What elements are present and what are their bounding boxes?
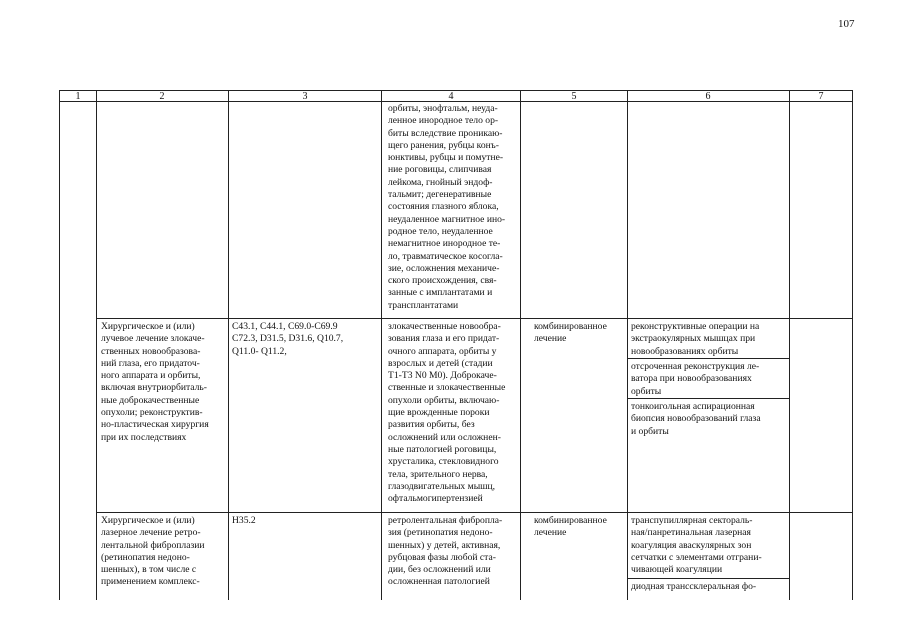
col-divider bbox=[627, 90, 628, 600]
text-line: H35.2 bbox=[232, 515, 256, 526]
text-line: C72.3, D31.5, D31.6, Q10.7, bbox=[232, 333, 344, 345]
text-line: ного аппарата и орбиты, bbox=[101, 370, 201, 382]
text-line: ний глаза, его придаточ- bbox=[101, 357, 200, 369]
text-line: немагнитное инородное те- bbox=[388, 238, 501, 250]
text-line: биопсия новообразований глаза bbox=[631, 413, 761, 425]
tumors-col2-text bbox=[101, 321, 209, 444]
text-line: лейкома, гнойный эндоф- bbox=[388, 176, 493, 188]
text-line: тальмит; дегенеративные bbox=[388, 189, 492, 201]
text-line: лазерное лечение ретро- bbox=[101, 527, 201, 539]
text-line: злокачественные новообра- bbox=[388, 321, 501, 332]
tumors-method-1 bbox=[631, 321, 759, 358]
text-line: сетчатки с элементами отграни- bbox=[631, 551, 762, 563]
text-line: реконструктивные операции на bbox=[631, 321, 760, 332]
col-divider bbox=[96, 90, 97, 600]
rop-col4-text bbox=[388, 515, 502, 589]
text-line: опухоли орбиты, включаю- bbox=[388, 394, 500, 406]
text-line: хрусталика, стекловидного bbox=[388, 456, 499, 468]
text-line: и орбиты bbox=[631, 425, 669, 437]
text-line: но-пластическая хирургия bbox=[101, 419, 209, 431]
text-line: ленное инородное тело ор- bbox=[388, 115, 499, 127]
col-divider bbox=[381, 90, 382, 600]
text-line: занные с имплантатами и bbox=[388, 287, 493, 299]
rop-col2-text bbox=[101, 515, 205, 589]
tumors-col5-text bbox=[534, 321, 607, 346]
text-line: ватора при новообразованиях bbox=[631, 373, 752, 385]
text-line: родное тело, неудаленное bbox=[388, 225, 493, 237]
text-line: орбиты bbox=[631, 385, 662, 397]
text-line: зования глаза и его придат- bbox=[388, 333, 500, 345]
col-header-7: 7 bbox=[818, 91, 824, 102]
col-divider bbox=[789, 90, 790, 600]
text-line: ретролентальная фиброплa- bbox=[388, 515, 503, 526]
col-header-4: 4 bbox=[448, 91, 454, 102]
text-line: лечение bbox=[534, 333, 567, 345]
text-line: состояния глазного яблока, bbox=[388, 201, 499, 213]
text-line: Хирургическое и (или) bbox=[101, 321, 195, 332]
text-line: коагуляция аваскулярных зон bbox=[631, 539, 752, 551]
col-header-6: 6 bbox=[705, 91, 711, 102]
text-line: развития орбиты, без bbox=[388, 419, 475, 431]
text-line: юнктивы, рубцы и помутне- bbox=[388, 152, 504, 164]
text-line: неудаленное магнитное ино- bbox=[388, 213, 506, 225]
text-line: лечение bbox=[534, 527, 567, 539]
text-line: трансплантатами bbox=[388, 299, 459, 311]
text-line: (ретинопатия недоно- bbox=[101, 551, 190, 563]
cont-col4-text bbox=[388, 103, 505, 312]
tumors-col3-text bbox=[232, 321, 343, 358]
text-line: осложненная патологией bbox=[388, 576, 490, 588]
text-line: глазодвигательных мышц, bbox=[388, 480, 496, 492]
text-line: лентальной фиброплазии bbox=[101, 539, 205, 551]
text-line: биты вследствие проникаю- bbox=[388, 127, 503, 139]
text-line: комбинированное bbox=[534, 515, 607, 526]
text-line: ственные и злокачественные bbox=[388, 382, 506, 394]
text-line: зие, осложнения механиче- bbox=[388, 262, 500, 274]
text-line: ственных новообразова- bbox=[101, 345, 201, 357]
text-line: экстраокулярных мышцах при bbox=[631, 333, 756, 345]
col-header-3: 3 bbox=[302, 91, 308, 102]
table-border-left bbox=[59, 90, 60, 600]
text-line: лучевое лечение злокаче- bbox=[101, 333, 205, 345]
text-line: осложнений или осложнен- bbox=[388, 431, 501, 443]
text-line: дии, без осложнений или bbox=[388, 564, 491, 576]
text-line: новообразованиях орбиты bbox=[631, 345, 739, 357]
rop-col3-text bbox=[232, 515, 256, 527]
page-number: 107 bbox=[838, 18, 855, 30]
rop-method-2 bbox=[631, 581, 756, 593]
tumors-method-3 bbox=[631, 401, 761, 438]
text-line: отсроченная реконструкция ле- bbox=[631, 361, 760, 372]
rop-method-1 bbox=[631, 515, 762, 576]
text-line: тела, зрительного нерва, bbox=[388, 468, 488, 480]
text-line: Хирургическое и (или) bbox=[101, 515, 195, 526]
text-line: T1-T3 N0 M0). Доброкаче- bbox=[388, 370, 497, 382]
text-line: шенных), в том числе с bbox=[101, 564, 197, 576]
text-line: очного аппарата, орбиты у bbox=[388, 345, 497, 357]
col-divider bbox=[228, 90, 229, 600]
text-line: C43.1, C44.1, C69.0-C69.9 bbox=[232, 321, 338, 332]
tumors-col4-text bbox=[388, 321, 505, 505]
text-line: орбиты, энофтальм, неуда- bbox=[388, 103, 498, 114]
text-line: чивающей коагуляции bbox=[631, 564, 723, 576]
text-line: щие врожденные пороки bbox=[388, 407, 490, 419]
text-line: рубцовая фазы любой ста- bbox=[388, 551, 496, 563]
text-line: применением комплекс- bbox=[101, 576, 200, 588]
text-line: включая внутриорбиталь- bbox=[101, 382, 207, 394]
text-line: при их последствиях bbox=[101, 431, 187, 443]
text-line: офтальмогипертензией bbox=[388, 493, 483, 505]
row-rule bbox=[96, 512, 852, 513]
col-header-2: 2 bbox=[159, 91, 165, 102]
text-line: ные патологией роговицы, bbox=[388, 443, 497, 455]
subcell-rule bbox=[627, 358, 789, 359]
tumors-method-2 bbox=[631, 361, 759, 398]
subcell-rule bbox=[627, 578, 789, 579]
text-line: ные доброкачественные bbox=[101, 394, 200, 406]
text-line: взрослых и детей (стадии bbox=[388, 357, 493, 369]
col-divider bbox=[520, 90, 521, 600]
col-header-1: 1 bbox=[75, 91, 81, 102]
text-line: зия (ретинопатия недоно- bbox=[388, 527, 493, 539]
text-line: транспупиллярная сектораль- bbox=[631, 515, 753, 526]
table-border-right bbox=[852, 90, 853, 600]
text-line: ского происхождения, свя- bbox=[388, 275, 497, 287]
text-line: диодная транссклеральная фо- bbox=[631, 581, 757, 592]
text-line: ло, травматическое косогла- bbox=[388, 250, 503, 262]
row-rule bbox=[96, 318, 852, 319]
text-line: комбинированное bbox=[534, 321, 607, 332]
rop-col5-text bbox=[534, 515, 607, 540]
text-line: Q11.0- Q11.2, bbox=[232, 345, 287, 357]
col-header-5: 5 bbox=[571, 91, 577, 102]
text-line: ние роговицы, слипчивая bbox=[388, 164, 492, 176]
text-line: щего ранения, рубцы конъ- bbox=[388, 139, 499, 151]
text-line: тонкоигольная аспирационная bbox=[631, 401, 755, 412]
subcell-rule bbox=[627, 398, 789, 399]
text-line: шенных) у детей, активная, bbox=[388, 539, 501, 551]
text-line: ная/панретинальная лазерная bbox=[631, 527, 751, 539]
text-line: опухоли; реконструктив- bbox=[101, 407, 203, 419]
